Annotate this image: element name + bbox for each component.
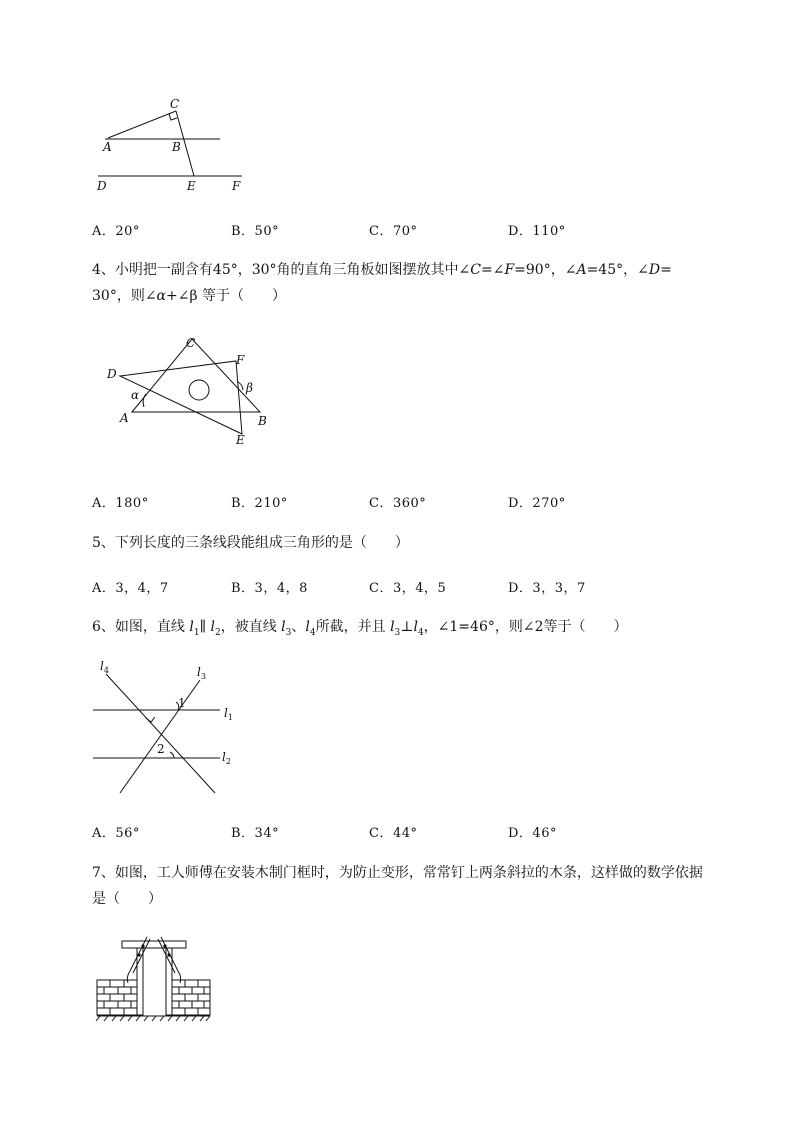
q6-var: l [210, 619, 215, 635]
q6-sub: 1 [193, 627, 200, 638]
q4-text: =90°，∠ [514, 262, 577, 278]
q3-label-c: C [170, 97, 180, 111]
q3-option-b[interactable]: B．50° [231, 224, 280, 239]
q6-text: 所截，并且 [315, 619, 391, 635]
q4-text: 30°，则∠ [92, 288, 157, 304]
q6-sub: 4 [309, 627, 316, 638]
q6-option-a[interactable]: A．56° [92, 826, 140, 841]
q6-label-l4: $l_4$ [100, 659, 109, 675]
q4-text: =∠ [480, 262, 505, 278]
q4-question-line1 [92, 260, 672, 280]
q6-var: l [390, 619, 395, 635]
q4-label-e: E [236, 433, 245, 447]
q6-text: 、 [291, 619, 306, 635]
q4-label-d: D [107, 367, 117, 381]
q6-text: ⊥ [400, 619, 414, 635]
q4-label-f: F [236, 353, 245, 367]
q6-text: ∥ [199, 619, 211, 635]
q6-sub: 2 [214, 627, 221, 638]
q7-door-frame-figure [92, 935, 217, 1027]
q7-question-line1: 7、如图，工人师傅在安装木制门框时，为防止变形，常常钉上两条斜拉的木条，这样做的数学依据 [92, 865, 703, 881]
q6-label-l3: $l_3$ [197, 665, 206, 681]
q4-label-beta: β [246, 381, 253, 395]
q6-sub: 3 [285, 627, 292, 638]
q6-label-angle2: 2 [157, 742, 165, 756]
q4-text: 4、小明把一副含有45°，30°角的直角三角板如图摆放其中∠ [92, 262, 471, 278]
q4-var: C [470, 262, 481, 278]
q4-option-c[interactable]: C．360° [369, 496, 427, 511]
q4-option-d[interactable]: D．270° [508, 496, 566, 511]
q4-var: D [648, 262, 661, 278]
q3-label-a: A [103, 140, 112, 154]
q4-option-a[interactable]: A．180° [92, 496, 149, 511]
q6-text: ，被直线 [220, 619, 282, 635]
q3-label-b: B [172, 140, 181, 154]
q4-question-line2 [92, 286, 286, 306]
q4-figure [100, 332, 280, 450]
q3-label-f: F [232, 179, 241, 193]
q7-question-line2: 是（ ） [92, 891, 162, 907]
q6-var: l [305, 619, 310, 635]
q5-option-b[interactable]: B．3，4，8 [231, 581, 308, 596]
q6-sub: 3 [394, 627, 401, 638]
q5-option-a[interactable]: A．3，4，7 [92, 581, 169, 596]
q4-label-a: A [120, 411, 129, 425]
q3-label-e: E [187, 179, 196, 193]
q6-option-c[interactable]: C．44° [369, 826, 418, 841]
q6-label-l1: $l_1$ [224, 706, 233, 722]
q4-option-b[interactable]: B．210° [231, 496, 288, 511]
q4-label-c: C [186, 336, 196, 350]
q4-text: +∠β 等于（ ） [166, 288, 287, 304]
q4-var: α [156, 288, 167, 304]
q6-question [92, 617, 628, 643]
q6-text: ，∠1=46°，则∠2等于（ ） [423, 619, 628, 635]
q6-sub: 4 [417, 627, 424, 638]
q4-text: =45°，∠ [586, 262, 649, 278]
q5-option-c[interactable]: C．3，4，5 [369, 581, 447, 596]
q5-option-d[interactable]: D．3，3，7 [508, 581, 586, 596]
q3-option-d[interactable]: D．110° [508, 224, 566, 239]
q3-label-d: D [97, 179, 107, 193]
q4-label-alpha: α [131, 388, 140, 402]
q6-option-b[interactable]: B．34° [231, 826, 280, 841]
q6-figure [90, 658, 240, 798]
q3-option-a[interactable]: A．20° [92, 224, 140, 239]
q4-text: = [660, 262, 672, 278]
q4-var: F [504, 262, 515, 278]
q6-label-angle1: 1 [178, 696, 186, 710]
q6-label-l2: $l_2$ [222, 750, 231, 766]
q3-option-c[interactable]: C．70° [369, 224, 418, 239]
q6-var: l [413, 619, 418, 635]
q5-question: 5、下列长度的三条线段能组成三角形的是（ ） [92, 535, 409, 551]
q3-figure [90, 95, 260, 200]
q4-label-b: B [258, 414, 267, 428]
q6-option-d[interactable]: D．46° [508, 826, 557, 841]
q6-text: 6、如图，直线 [92, 619, 190, 635]
q6-var: l [189, 619, 194, 635]
q4-var: A [576, 262, 587, 278]
q6-var: l [281, 619, 286, 635]
